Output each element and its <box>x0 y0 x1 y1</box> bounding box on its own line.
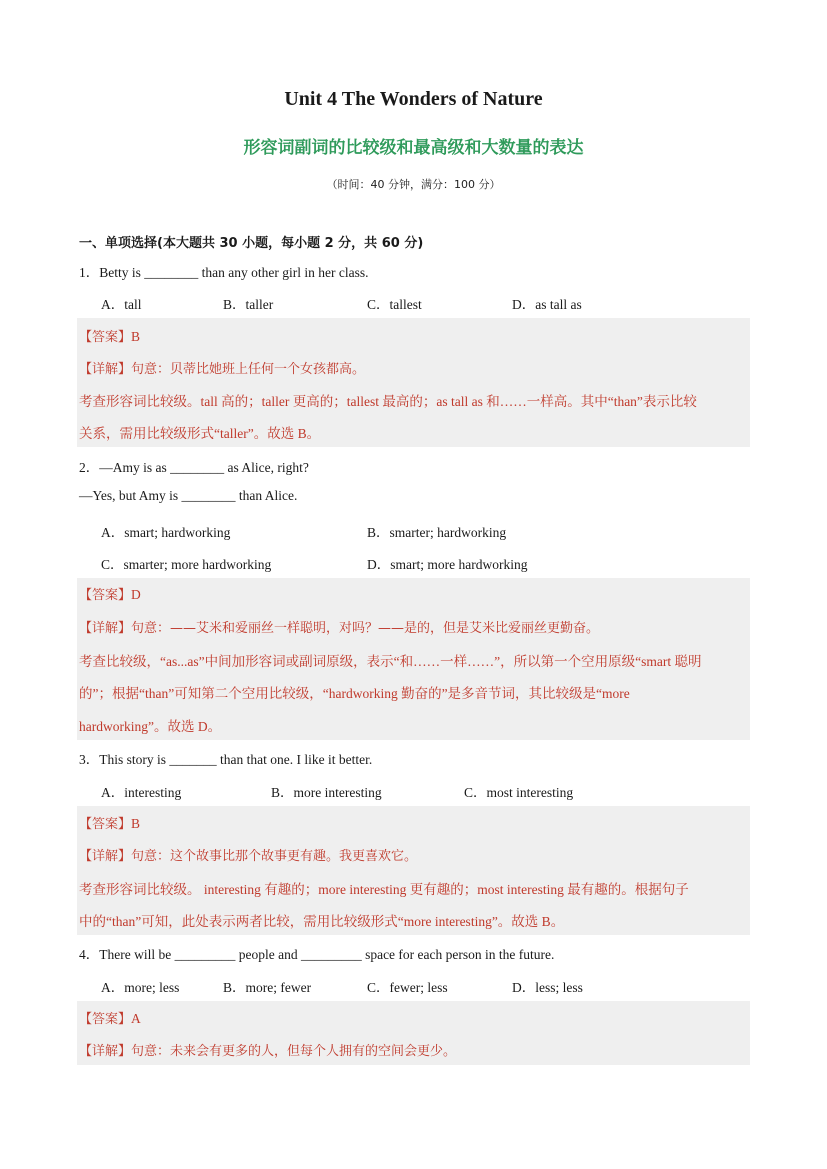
option-c: C．tallest <box>367 297 422 312</box>
option-d: D．smart; more hardworking <box>367 557 528 572</box>
answer-block <box>77 806 750 935</box>
answer-tag: 【答案】 <box>79 817 132 832</box>
answer-value: A <box>131 1011 141 1026</box>
detail-line <box>79 1040 456 1059</box>
detail-text: hardworking”。故选 D。 <box>79 719 222 734</box>
answer-line <box>79 326 140 345</box>
detail-text: 句意：未来会有更多的人，但每个人拥有的空间会更少。 <box>131 1044 457 1059</box>
option-a: A．more; less <box>101 980 180 995</box>
detail-tag: 【详解】 <box>79 1044 132 1059</box>
page-subtitle: 形容词副词的比较级和最高级和大数量的表达 <box>243 138 584 158</box>
question-stem: 3．This story is _______ than that one. I like it better. <box>79 752 373 767</box>
answer-block <box>77 318 750 447</box>
option-c: C．fewer; less <box>367 980 448 995</box>
exam-meta: （时间：40 分钟，满分：100 分） <box>326 178 501 191</box>
answer-tag: 【答案】 <box>79 330 132 345</box>
option-d: D．as tall as <box>512 297 582 312</box>
question-stem: 4．There will be _________ people and _________ space for each person in the future. <box>79 947 555 962</box>
answer-tag: 【答案】 <box>79 588 132 603</box>
option-b: B．more interesting <box>271 785 382 800</box>
detail-line <box>79 845 417 864</box>
question-stem: 2．—Amy is as ________ as Alice, right? <box>79 460 309 475</box>
detail-text: 中的“than”可知，此处表示两者比较，需用比较级形式“more interesting”。故选 B。 <box>79 914 565 929</box>
answer-line <box>79 1008 141 1027</box>
detail-text: 考查形容词比较级。tall 高的；taller 更高的；tallest 最高的；as tall as 和……一样高。其中“than”表示比较 <box>79 394 697 409</box>
option-c: C．most interesting <box>464 785 574 800</box>
detail-text: 句意：——艾米和爱丽丝一样聪明，对吗？——是的，但是艾米比爱丽丝更勤奋。 <box>131 621 600 636</box>
option-a: A．interesting <box>101 785 182 800</box>
option-d: D．less; less <box>512 980 583 995</box>
answer-tag: 【答案】 <box>79 1012 132 1027</box>
detail-text: 的”；根据“than”可知第二个空用比较级，“hardworking 勤奋的”是多音节词，其比较级是“more <box>79 686 630 701</box>
answer-block <box>77 1001 750 1065</box>
detail-text: 句意：贝蒂比她班上任何一个女孩都高。 <box>131 362 366 377</box>
answer-block <box>77 578 750 740</box>
answer-value: D <box>131 587 141 602</box>
detail-tag: 【详解】 <box>79 362 132 377</box>
detail-line <box>79 358 365 377</box>
option-a: A．tall <box>101 297 142 312</box>
answer-line <box>79 584 141 603</box>
detail-text: 句意：这个故事比那个故事更有趣。我更喜欢它。 <box>131 849 418 864</box>
option-b: B．smarter; hardworking <box>367 525 507 540</box>
option-a: A．smart; hardworking <box>101 525 231 540</box>
option-b: B．taller <box>223 297 274 312</box>
detail-tag: 【详解】 <box>79 849 132 864</box>
detail-tag: 【详解】 <box>79 621 132 636</box>
section-heading: 一、单项选择(本大题共 30 小题，每小题 2 分，共 60 分) <box>79 236 424 251</box>
option-b: B．more; fewer <box>223 980 312 995</box>
answer-value: B <box>131 329 141 344</box>
page-title: Unit 4 The Wonders of Nature <box>284 88 543 110</box>
question-stem: —Yes, but Amy is ________ than Alice. <box>79 488 298 503</box>
answer-line <box>79 813 140 832</box>
question-stem: 1．Betty is ________ than any other girl in her class. <box>79 265 369 280</box>
answer-value: B <box>131 816 141 831</box>
detail-line <box>79 617 599 636</box>
detail-text: 考查比较级，“as...as”中间加形容词或副词原级，表示“和……一样……”，所以第一个空用原级“smart 聪明 <box>79 654 702 669</box>
detail-text: 关系，需用比较级形式“taller”。故选 B。 <box>79 426 321 441</box>
option-c: C．smarter; more hardworking <box>101 557 272 572</box>
detail-text: 考查形容词比较级。 interesting 有趣的；more interesting 更有趣的；most interesting 最有趣的。根据句子 <box>79 882 689 897</box>
